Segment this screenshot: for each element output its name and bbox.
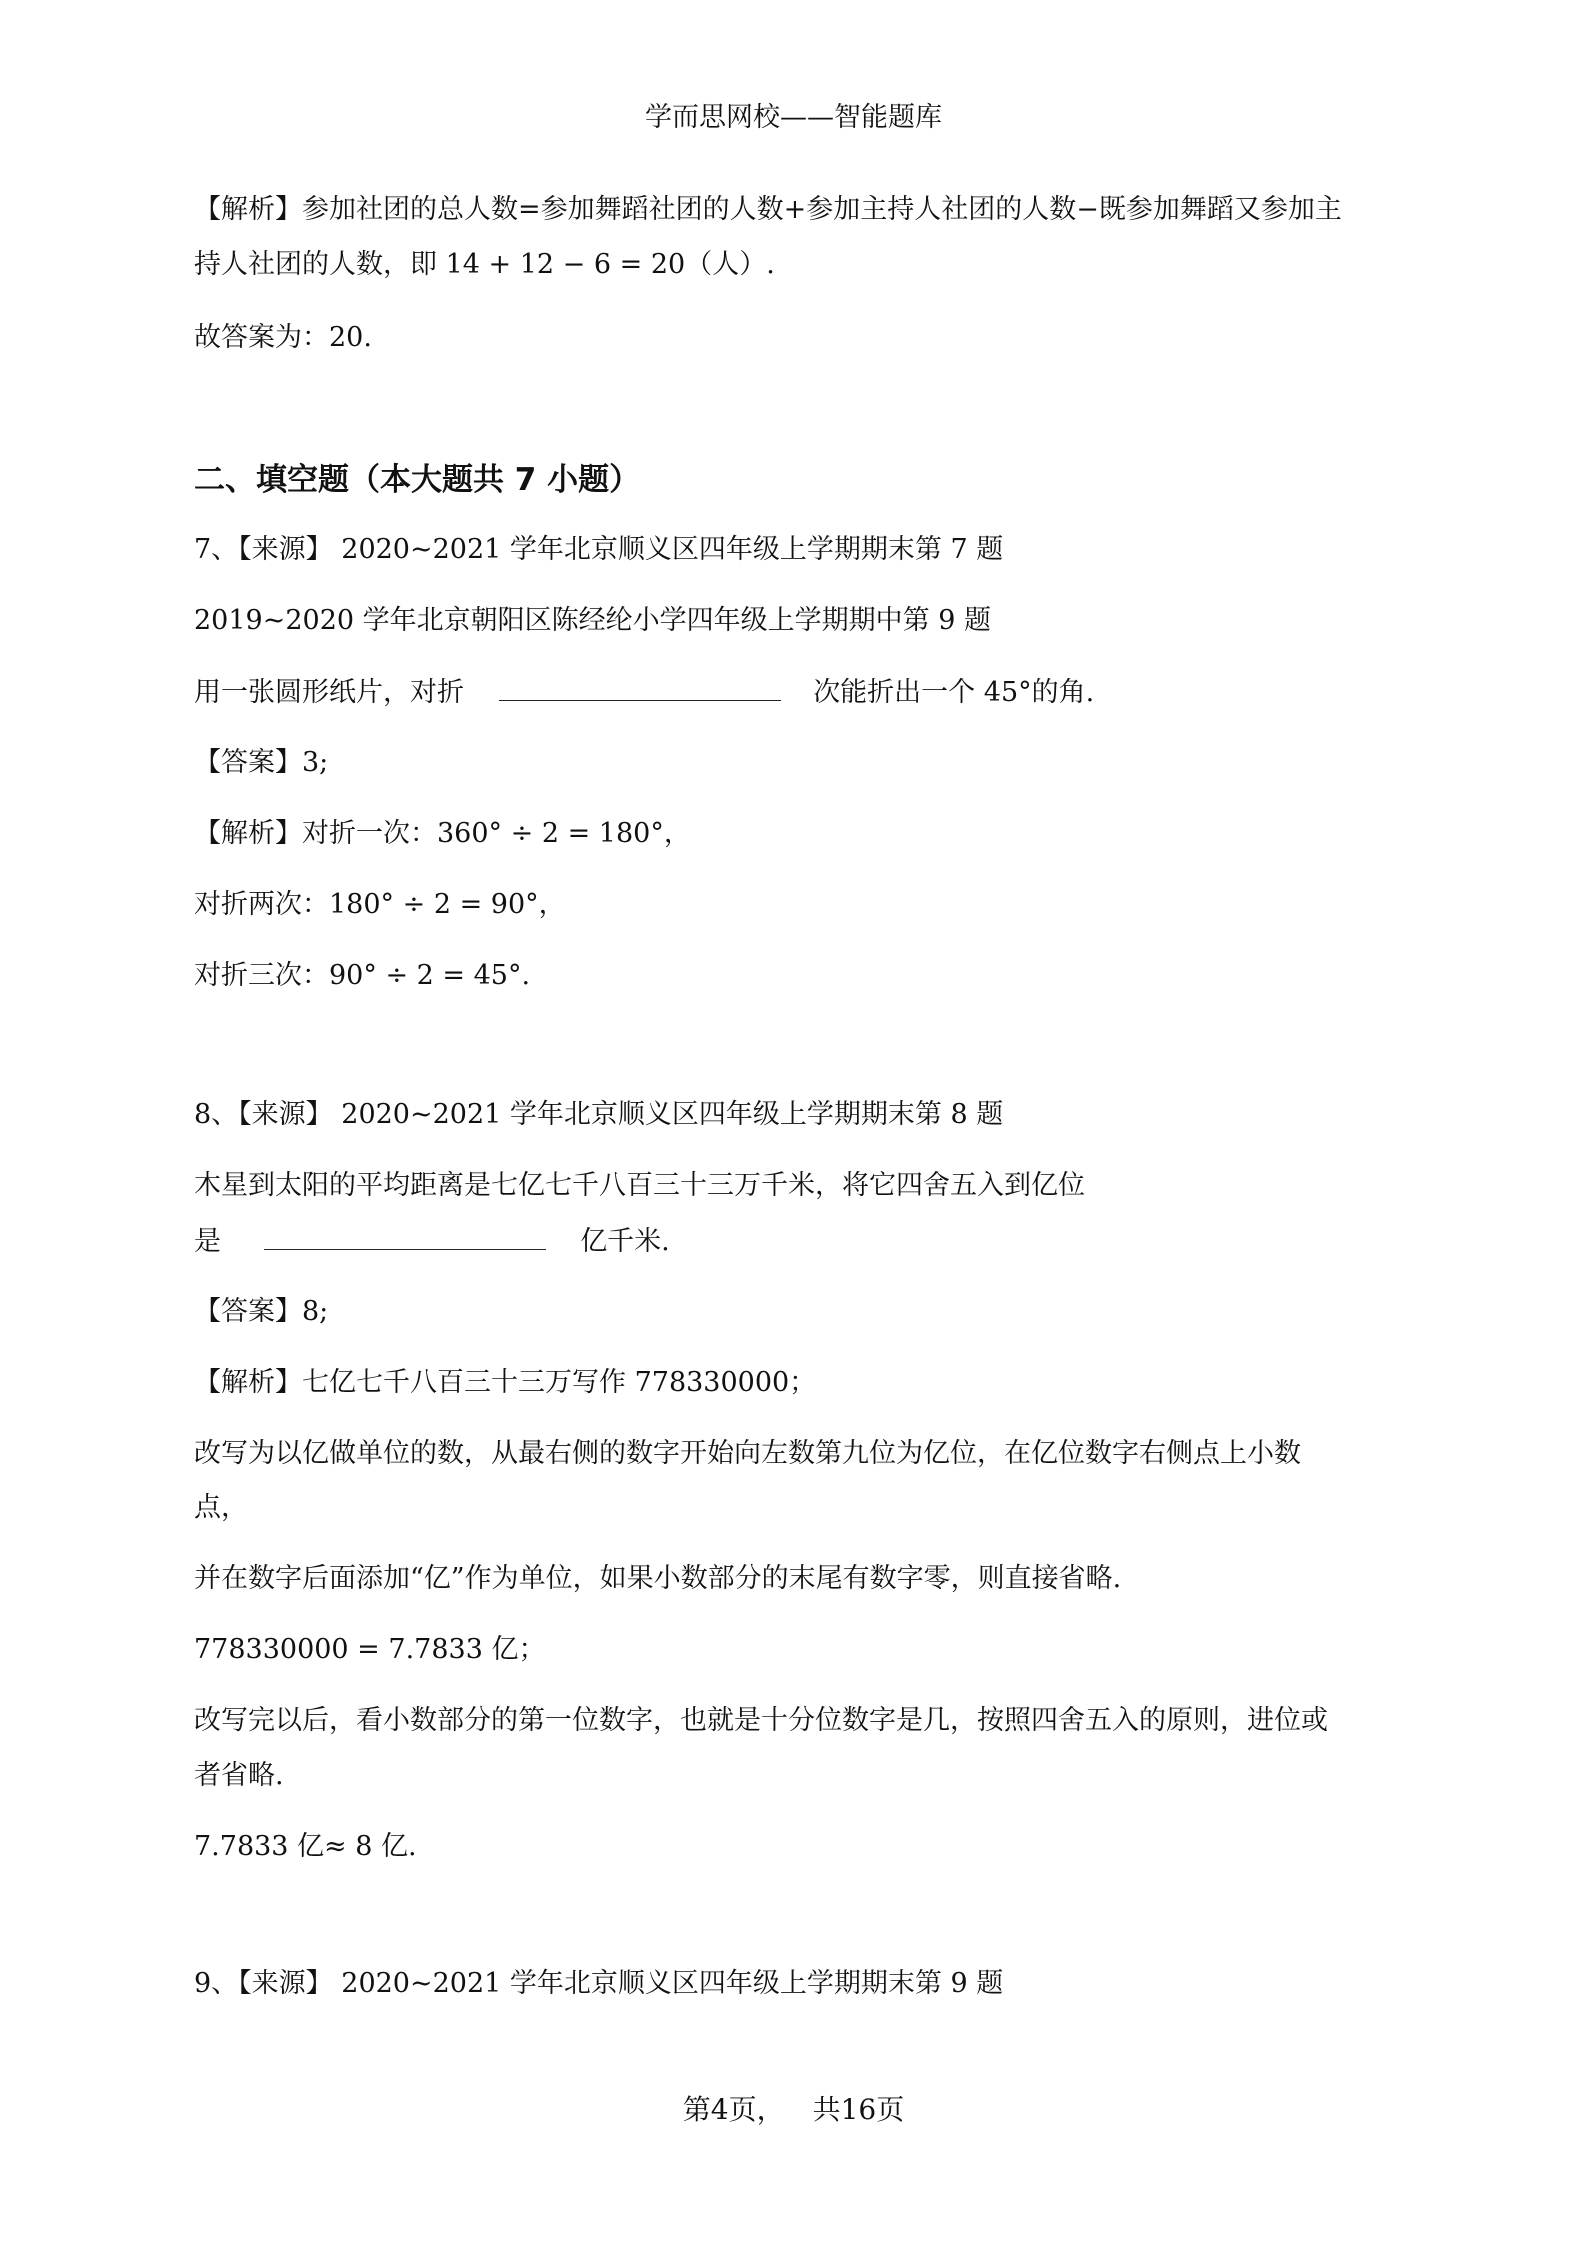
q8-analysis-7: 者省略. (194, 1760, 284, 1791)
q8-analysis-8: 7.7833 亿≈ 8 亿. (194, 1831, 417, 1862)
prev-answer: 故答案为：20. (194, 322, 372, 353)
q7-analysis-2-math: 180° ÷ 2 = 90°， (329, 889, 566, 920)
q8-analysis-3: 点， (194, 1492, 248, 1523)
prev-analysis-line1: 【解析】参加社团的总人数=参加舞蹈社团的人数+参加主持人社团的人数−既参加舞蹈又参加主 (194, 194, 1342, 225)
q8-analysis-4: 并在数字后面添加“亿”作为单位，如果小数部分的末尾有数字零，则直接省略. (194, 1563, 1122, 1594)
q7-source-1: 7、【来源】 2020~2021 学年北京顺义区四年级上学期期末第 7 题 (194, 534, 1004, 565)
prev-analysis-equation: 14 + 12 − 6 = 20（人）. (445, 249, 775, 280)
q8-analysis-1: 【解析】七亿七千八百三十三万写作 778330000； (194, 1367, 817, 1398)
q8-analysis-6: 改写完以后，看小数部分的第一位数字，也就是十分位数字是几，按照四舍五入的原则，进位或 (194, 1705, 1328, 1736)
q9-source-1: 9、【来源】 2020~2021 学年北京顺义区四年级上学期期末第 9 题 (194, 1968, 1004, 1999)
q7-stem-before: 用一张圆形纸片，对折 (194, 677, 464, 708)
footer-total-pages: 共16页 (812, 2093, 905, 2126)
q7-stem (194, 672, 1094, 713)
q8-stem-before: 是 (194, 1226, 221, 1257)
q7-analysis-1-math: 360° ÷ 2 = 180°， (437, 818, 691, 849)
q7-answer: 【答案】3; (194, 747, 329, 778)
q7-source-2: 2019~2020 学年北京朝阳区陈经纶小学四年级上学期期中第 9 题 (194, 605, 991, 636)
q8-source-1: 8、【来源】 2020~2021 学年北京顺义区四年级上学期期末第 8 题 (194, 1099, 1004, 1130)
q8-stem-line1: 木星到太阳的平均距离是七亿七千八百三十三万千米，将它四舍五入到亿位 (194, 1170, 1085, 1201)
footer-page-number: 第4页， (682, 2093, 785, 2126)
q8-stem-line2 (194, 1221, 670, 1262)
page-header: 学而思网校——智能题库 (645, 102, 942, 133)
q8-analysis-5: 778330000 = 7.7833 亿； (194, 1634, 546, 1665)
q7-analysis-3 (194, 956, 530, 996)
q7-analysis-1 (194, 814, 691, 854)
q8-stem-after: 亿千米. (580, 1226, 670, 1257)
q7-stem-after: 次能折出一个 45°的角. (813, 677, 1095, 708)
q8-answer-blank[interactable] (264, 1221, 546, 1250)
q8-analysis-2: 改写为以亿做单位的数，从最右侧的数字开始向左数第九位为亿位，在亿位数字右侧点上小数 (194, 1438, 1301, 1469)
q7-analysis-1-label: 【解析】对折一次： (194, 818, 437, 849)
q7-analysis-2 (194, 885, 566, 925)
page-footer (0, 2088, 1587, 2128)
section-title: 二、填空题（本大题共 7 小题） (194, 462, 641, 498)
q8-answer: 【答案】8; (194, 1296, 329, 1327)
prev-analysis-line2-text: 持人社团的人数，即 (194, 249, 437, 280)
q7-analysis-3-label: 对折三次： (194, 960, 329, 991)
q7-analysis-3-math: 90° ÷ 2 = 45°. (329, 960, 531, 991)
prev-analysis-line2 (194, 245, 775, 285)
q7-answer-blank[interactable] (499, 672, 781, 701)
q7-analysis-2-label: 对折两次： (194, 889, 329, 920)
